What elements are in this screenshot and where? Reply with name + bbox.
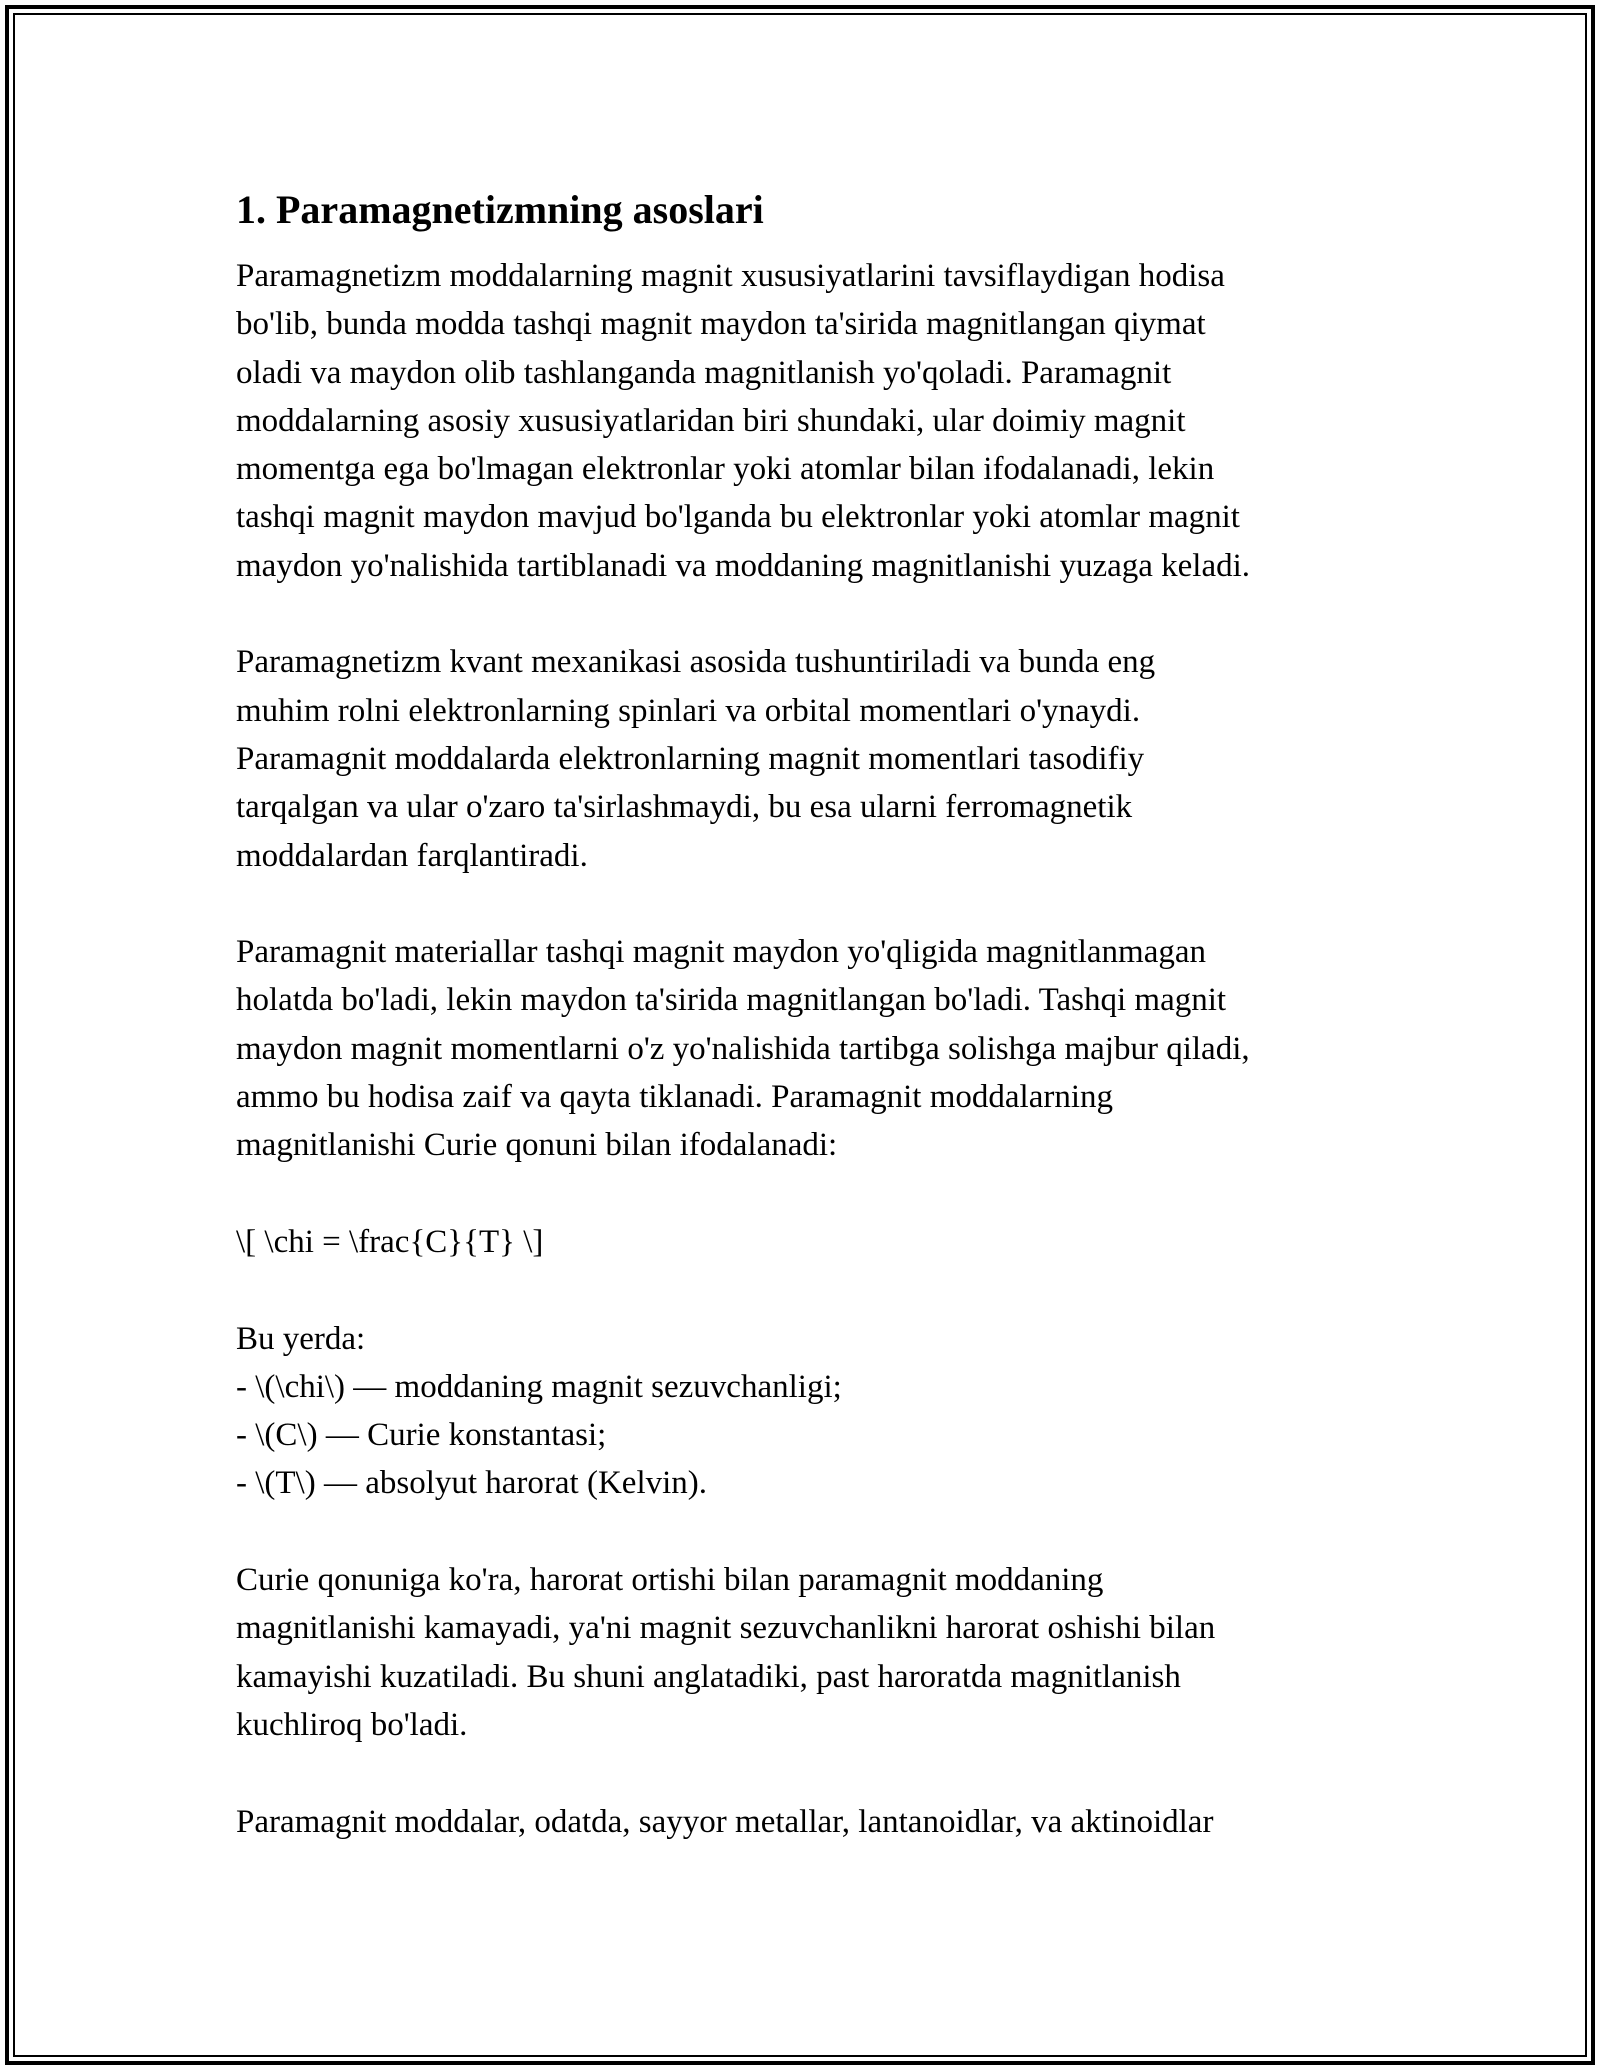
- paragraph-gap: [236, 880, 1376, 928]
- paragraph-curie-law: Curie qonuniga ko'ra, harorat ortishi bilan paramagnit moddaning magnitlanishi kamayadi, ya'ni magnit sezuvchanlikni harorat oshishi bilan kamayishi kuzatiladi. Bu shuni anglatadiki, past haroratda magnitlanish kuchliroq bo'ladi.: [236, 1562, 1216, 1743]
- document-body: [236, 180, 1376, 1846]
- paragraph-intro: Paramagnetizm moddalarning magnit xususiyatlarini tavsiflaydigan hodisa bo'lib, bunda modda tashqi magnit maydon ta'sirida magnitlangan qiymat oladi va maydon olib tashlanganda magnitlanish yo'qoladi. Paramagnit moddalarning asosiy xususiyatlaridan biri shundaki, ular doimiy magnit momentga ega bo'lmagan elektronlar yoki atomlar bilan ifodalanadi, lekin tashqi magnit maydon mavjud bo'lganda bu elektronlar yoki atomlar magnit maydon yo'nalishida tartiblanadi va moddaning magnitlanishi yuzaga keladi.: [236, 258, 1251, 584]
- paragraph-gap: [236, 1266, 1376, 1314]
- paragraph-gap: [236, 590, 1376, 638]
- paragraph-examples: Paramagnit moddalar, odatda, sayyor metallar, lantanoidlar, va aktinoidlar: [236, 1803, 1214, 1840]
- paragraph-gap: [236, 1170, 1376, 1218]
- paragraph-materials: Paramagnit materiallar tashqi magnit maydon yo'qligida magnitlanmagan holatda bo'ladi, lekin maydon ta'sirida magnitlangan bo'ladi. Tashqi magnit maydon magnit momentlarni o'z yo'nalishida tartibga solishga majbur qiladi, ammo bu hodisa zaif va qayta tiklanadi. Paramagnit moddalarning magnitlanishi Curie qonuni bilan ifodalanadi:: [236, 934, 1250, 1164]
- formula-legend: Bu yerda: - \(\chi\) — moddaning magnit sezuvchanligi; - \(C\) — Curie konstantasi; - \(T\) — absolyut harorat (Kelvin).: [236, 1320, 842, 1502]
- section-heading: 1. Paramagnetizmning asoslari: [236, 187, 764, 232]
- paragraph-gap: [236, 1508, 1376, 1556]
- curie-formula: \[ \chi = \frac{C}{T} \]: [236, 1223, 544, 1260]
- paragraph-quantum: Paramagnetizm kvant mexanikasi asosida tushuntiriladi va bunda eng muhim rolni elektronlarning spinlari va orbital momentlari o'ynaydi. Paramagnit moddalarda elektronlarning magnit momentlari tasodifiy tarqalgan va ular o'zaro ta'sirlashmaydi, bu esa ularni ferromagnetik moddalardan farqlantiradi.: [236, 644, 1156, 874]
- paragraph-gap: [236, 1749, 1376, 1797]
